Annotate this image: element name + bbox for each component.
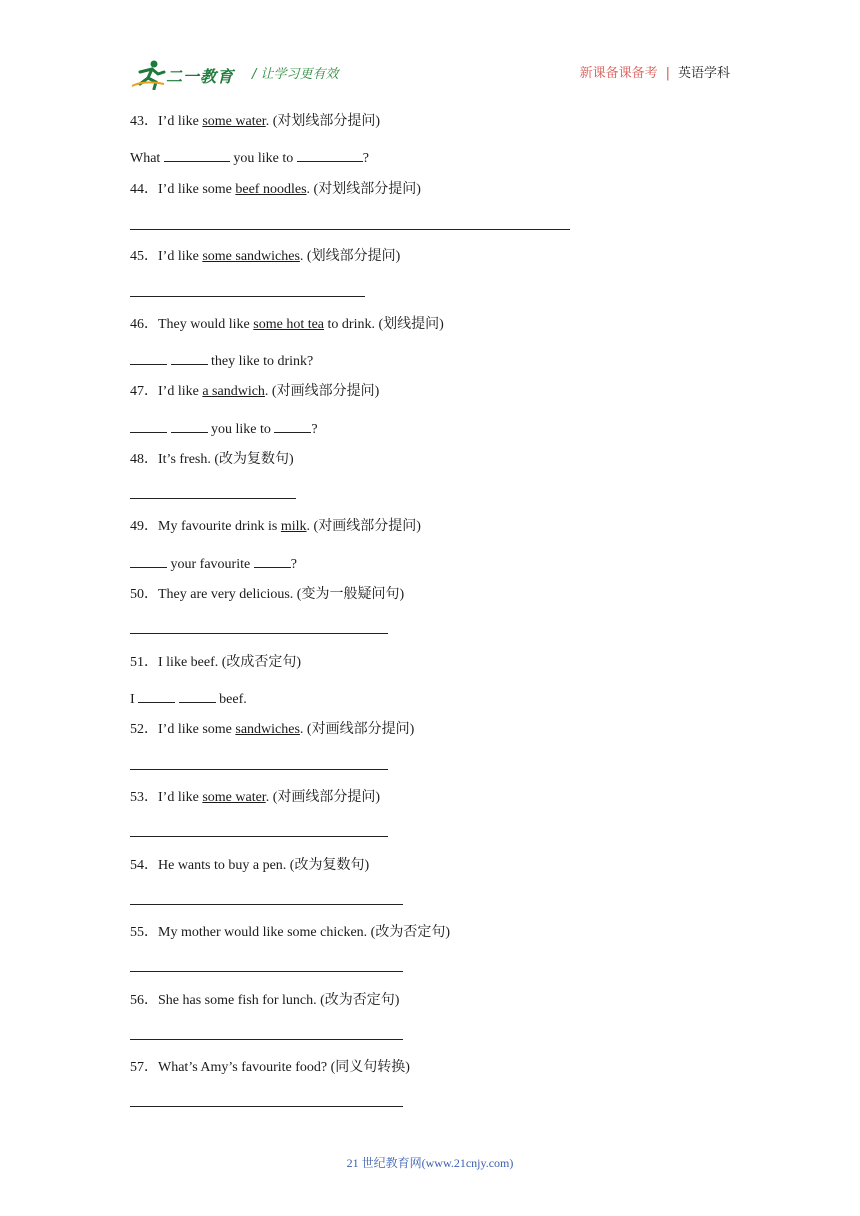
logo-text: 二一教育: [166, 67, 235, 86]
answer-blank[interactable]: [274, 418, 311, 433]
underlined-text: milk: [280, 519, 307, 534]
question-52: [130, 721, 414, 739]
question-44: [130, 181, 421, 199]
answer-row-43: [130, 147, 369, 168]
question-number: 54．: [130, 858, 158, 873]
question-text: My favourite drink is: [158, 519, 281, 534]
question-number: 55．: [130, 925, 158, 940]
question-45: [130, 248, 400, 266]
question-55: [130, 924, 450, 942]
question-number: 50．: [130, 587, 158, 602]
answer-line-56[interactable]: [130, 1039, 403, 1040]
answer-blank[interactable]: [179, 688, 216, 703]
page-footer: 21 世纪教育网(www.21cnjy.com): [346, 1156, 514, 1170]
question-text: I’d like some: [158, 182, 236, 197]
question-instruction: . (对画线部分提问): [264, 384, 380, 399]
question-number: 56．: [130, 993, 158, 1008]
header-slogan: / 让学习更有效: [252, 67, 339, 82]
header-tag-course: 新课备课备考: [579, 66, 658, 81]
answer-blank[interactable]: [297, 147, 363, 162]
question-instruction: . (对画线部分提问): [265, 790, 381, 805]
question-text: I’d like: [158, 790, 203, 805]
question-instruction: . (对画线部分提问): [299, 722, 415, 737]
header-tags: [580, 62, 730, 81]
answer-line-53[interactable]: [130, 836, 388, 837]
answer-text: ?: [362, 151, 369, 166]
answer-blank[interactable]: [138, 688, 175, 703]
question-number: 51．: [130, 655, 158, 670]
question-text: I’d like: [158, 249, 203, 264]
underlined-text: beef noodles: [235, 182, 307, 197]
answer-blank[interactable]: [171, 418, 208, 433]
question-text: I’d like some: [158, 722, 236, 737]
answer-text: you like to: [207, 422, 275, 437]
underlined-text: some hot tea: [253, 317, 325, 332]
answer-blank[interactable]: [164, 147, 230, 162]
answer-row-51: [130, 688, 247, 709]
question-text: My mother would like some chicken. (改为否定句): [158, 925, 451, 940]
question-number: 46．: [130, 317, 158, 332]
answer-blank[interactable]: [130, 350, 167, 365]
question-text: I like beef. (改成否定句): [158, 655, 302, 670]
answer-row-46: [130, 350, 313, 371]
answer-row-49: [130, 553, 297, 574]
question-53: [130, 789, 380, 807]
answer-text: your favourite: [167, 557, 254, 572]
question-instruction: . (对画线部分提问): [306, 519, 421, 534]
question-instruction: . (划线部分提问): [299, 249, 401, 264]
underlined-text: some water: [202, 790, 266, 805]
answer-blank[interactable]: [130, 418, 167, 433]
logo: [130, 58, 240, 90]
page-header: [130, 58, 730, 92]
answer-text: What: [130, 151, 164, 166]
underlined-text: a sandwich: [202, 384, 265, 399]
question-46: [130, 316, 444, 334]
question-number: 45．: [130, 249, 158, 264]
question-number: 43．: [130, 114, 158, 129]
answer-text: ?: [311, 422, 318, 437]
answer-line-55[interactable]: [130, 971, 403, 972]
answer-text: they like to drink?: [207, 354, 314, 369]
question-number: 47．: [130, 384, 158, 399]
question-text: I’d like: [158, 114, 203, 129]
question-text: They are very delicious. (变为一般疑问句): [158, 587, 405, 602]
question-text: She has some fish for lunch. (改为否定句): [158, 993, 400, 1008]
answer-blank[interactable]: [130, 553, 167, 568]
question-number: 48．: [130, 452, 158, 467]
answer-row-47: [130, 418, 318, 439]
answer-line-50[interactable]: [130, 633, 388, 634]
question-instruction: . (对划线部分提问): [306, 182, 421, 197]
question-51: [130, 654, 301, 672]
answer-line-44[interactable]: [130, 229, 570, 230]
answer-blank[interactable]: [171, 350, 208, 365]
runner-logo-icon: [130, 58, 170, 90]
underlined-text: some sandwiches: [202, 249, 300, 264]
question-57: [130, 1059, 410, 1077]
question-text: It’s fresh. (改为复数句): [158, 452, 294, 467]
answer-line-52[interactable]: [130, 769, 388, 770]
question-54: [130, 857, 369, 875]
underlined-text: sandwiches: [235, 722, 300, 737]
question-56: [130, 992, 399, 1010]
header-tag-subject: 英语学科: [677, 66, 730, 81]
question-number: 44．: [130, 182, 158, 197]
answer-line-48[interactable]: [130, 498, 296, 499]
question-text: They would like: [158, 317, 254, 332]
answer-line-45[interactable]: [130, 296, 365, 297]
answer-line-57[interactable]: [130, 1106, 403, 1107]
answer-blank[interactable]: [254, 553, 291, 568]
question-text: I’d like: [158, 384, 203, 399]
question-number: 49．: [130, 519, 158, 534]
underlined-text: some water: [202, 114, 266, 129]
header-separator: |: [665, 66, 670, 81]
question-49: [130, 518, 421, 536]
question-47: [130, 383, 379, 401]
question-instruction: to drink. (划线提问): [324, 317, 444, 332]
question-50: [130, 586, 404, 604]
answer-text: I: [130, 692, 139, 707]
question-43: [130, 113, 380, 131]
answer-line-54[interactable]: [130, 904, 403, 905]
answer-text: ?: [290, 557, 297, 572]
question-text: He wants to buy a pen. (改为复数句): [158, 858, 370, 873]
question-48: [130, 451, 294, 469]
question-number: 53．: [130, 790, 158, 805]
question-number: 57．: [130, 1060, 158, 1075]
answer-text: you like to: [233, 151, 297, 166]
question-instruction: . (对划线部分提问): [265, 114, 381, 129]
question-text: What’s Amy’s favourite food? (同义句转换): [158, 1060, 410, 1075]
question-number: 52．: [130, 722, 158, 737]
answer-text: beef.: [219, 692, 247, 707]
